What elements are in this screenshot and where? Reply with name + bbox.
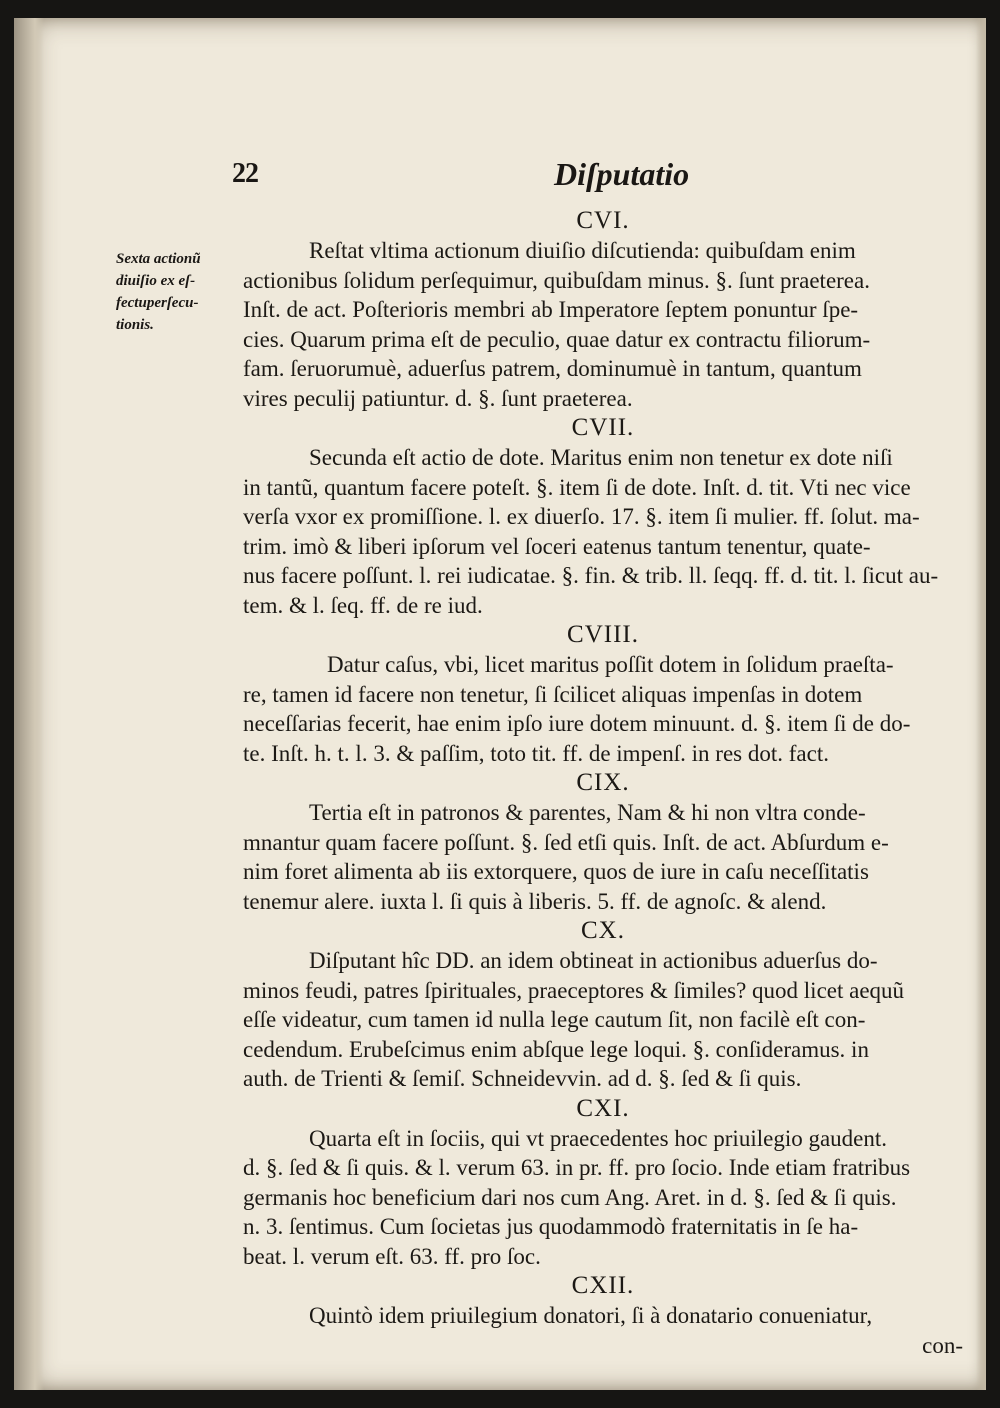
text-line: mnantur quam facere poſſunt. §. ſed etſi quis. Inſt. de act. Abſurdum e- xyxy=(243,829,889,855)
text-line: Inſt. de act. Poſterioris membri ab Imperatore ſeptem ponuntur ſpe- xyxy=(243,297,859,322)
section-paragraph xyxy=(243,650,963,768)
text-line: verſa vxor ex promiſſione. l. ex diuerſo. 17. §. item ſi mulier. ff. ſolut. ma- xyxy=(243,504,920,529)
text-line: Tertia eſt in patronos & parentes, Nam & hi non vltra conde- xyxy=(309,800,866,825)
text-line: n. 3. ſentimus. Cum ſocietas jus quodammodò fraternitatis in ſe ha- xyxy=(243,1214,859,1239)
section-heading: CX. xyxy=(581,917,625,944)
text-line: germanis hoc beneficium dari nos cum Ang. Aret. in d. §. ſed & ſi quis. xyxy=(243,1184,897,1210)
text-line: tem. & l. ſeq. ff. de re iud. xyxy=(243,592,483,618)
section-paragraph xyxy=(243,1301,963,1331)
text-line: auth. de Trienti & ſemiſ. Schneidevvin. ad d. §. ſed & ſi quis. xyxy=(243,1066,802,1091)
text-line: Quintò idem priuilegium donatori, ſi à donatario conueniatur, xyxy=(309,1303,873,1328)
catchword: con- xyxy=(922,1332,963,1358)
text-line: Datur caſus, vbi, licet maritus poſſit dotem in ſolidum praeſta- xyxy=(327,652,894,677)
text-line: trim. imò & liberi ipſorum vel ſoceri eatenus tantum tenentur, quate- xyxy=(243,533,871,559)
section-heading: CVIII. xyxy=(567,621,639,648)
margin-note-line: tionis. xyxy=(116,317,154,333)
text-line: d. §. ſed & ſi quis. & l. verum 63. in pr. ff. pro ſocio. Inde etiam fratribus xyxy=(243,1155,911,1180)
text-line: Secunda eſt actio de dote. Maritus enim non tenetur ex dote niſi xyxy=(309,445,893,470)
text-line: vires peculij patiuntur. d. §. ſunt praeterea. xyxy=(243,385,633,411)
margin-note xyxy=(116,248,248,336)
section-paragraph xyxy=(243,443,963,620)
section-paragraph xyxy=(243,798,963,916)
text-line: Quarta eſt in ſociis, qui vt praecedentes hoc priuilegio gaudent. xyxy=(309,1125,888,1151)
page-number: 22 xyxy=(232,158,258,189)
text-line: fam. ſeruorumuè, aduerſus patrem, dominumuè in tantum, quantum xyxy=(243,356,862,381)
section-heading: CIX. xyxy=(576,769,630,796)
section-heading: CVI. xyxy=(576,207,630,234)
text-line: minos feudi, patres ſpirituales, praeceptores & ſimiles? quod licet aequũ xyxy=(243,977,905,1003)
text-line: beat. l. verum eſt. 63. ff. pro ſoc. xyxy=(243,1243,541,1269)
section-heading: CVII. xyxy=(571,414,635,441)
text-line: cedendum. Erubeſcimus enim abſque lege loqui. §. conſideramus. in xyxy=(243,1036,869,1062)
text-line: nim foret alimenta ab iis extorquere, quos de iure in caſu neceſſitatis xyxy=(243,859,869,884)
text-line: eſſe videatur, cum tamen id nulla lege cautum ſit, non facilè eſt con- xyxy=(243,1007,866,1032)
text-line: neceſſarias fecerit, hae enim ipſo iure dotem minuunt. d. §. item ſi de do- xyxy=(243,711,911,736)
text-line: tenemur alere. iuxta l. ſi quis à liberis. 5. ff. de agnoſc. & alend. xyxy=(243,888,827,914)
running-head: Diſputatio xyxy=(554,156,690,192)
text-line: re, tamen id facere non tenetur, ſi ſcilicet aliquas impenſas in dotem xyxy=(243,681,863,707)
margin-note-line: Sexta actionũ xyxy=(116,251,201,267)
section-paragraph xyxy=(243,1124,963,1272)
text-line: actionibus ſolidum perſequimur, quibuſdam minus. §. ſunt praeterea. xyxy=(243,267,870,293)
text-line: nus facere poſſunt. l. rei iudicatae. §. fin. & trib. ll. ſeqq. ff. d. tit. l. ſicut au- xyxy=(243,563,939,588)
text-line: cies. Quarum prima eſt de peculio, quae datur ex contractu filiorum- xyxy=(243,326,871,352)
book-page xyxy=(14,18,986,1390)
section-heading: CXII. xyxy=(571,1272,635,1299)
text-line: Diſputant hîc DD. an idem obtineat in actionibus aduerſus do- xyxy=(309,948,878,973)
page-edge xyxy=(976,18,986,1390)
margin-note-line: diuiſio ex eſ- xyxy=(116,273,196,289)
text-line: te. Inſt. h. t. l. 3. & paſſim, toto tit. ff. de impenſ. in res dot. fact. xyxy=(243,740,829,766)
margin-note-line: fectuperſecu- xyxy=(116,295,199,311)
text-line: in tantũ, quantum facere poteſt. §. item ſi de dote. Inſt. d. tit. Vti nec vice xyxy=(243,474,911,500)
main-text xyxy=(243,206,963,1361)
text-line: Reſtat vltima actionum diuiſio diſcutienda: quibuſdam enim xyxy=(309,238,856,263)
section-paragraph xyxy=(243,946,963,1094)
section-paragraph xyxy=(243,236,963,413)
page-gutter xyxy=(14,18,44,1390)
section-heading: CXI. xyxy=(576,1094,630,1122)
